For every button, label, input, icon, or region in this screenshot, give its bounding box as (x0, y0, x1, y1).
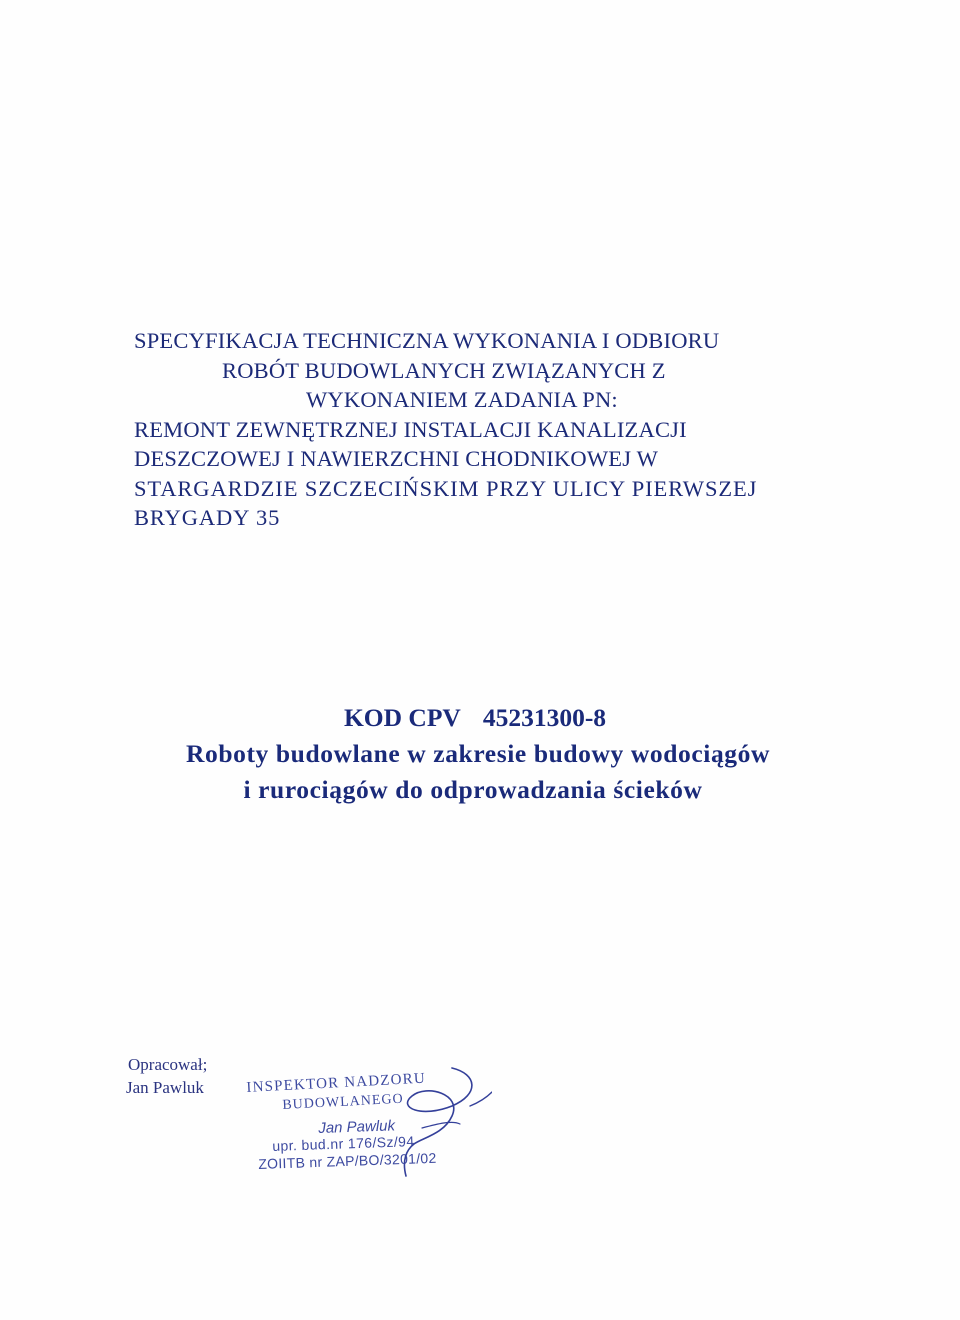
title-line-1: SPECYFIKACJA TECHNICZNA WYKONANIA I ODBIORU (134, 328, 720, 353)
cpv-section (0, 700, 960, 808)
title-line-3: WYKONANIEM ZADANIA PN: (306, 387, 618, 412)
cpv-description-line-1: Roboty budowlane w zakresie budowy wodociągów (185, 739, 771, 768)
title-line-6: STARGARDZIE SZCZECIŃSKIM PRZY ULICY PIERWSZEJ (134, 475, 758, 501)
author-name: Jan Pawluk (126, 1078, 204, 1097)
title-line-2: ROBÓT BUDOWLANYCH ZWIĄZANYCH Z (222, 357, 666, 383)
stamp-line-5: ZOIITB nr ZAP/BO/3201/02 (258, 1149, 437, 1172)
cpv-description-line-2: i rurociągów do odprowadzania ścieków (243, 775, 703, 804)
handwritten-signature (302, 1066, 492, 1186)
author-block (128, 1053, 207, 1099)
cpv-code-line (0, 700, 960, 736)
inspector-stamp (242, 1066, 482, 1176)
stamp-line-2: BUDOWLANEGO (282, 1091, 405, 1113)
author-label: Opracował; (128, 1055, 208, 1074)
cpv-code: 45231300-8 (482, 703, 607, 732)
stamp-line-3: Jan Pawluk (318, 1117, 396, 1137)
title-line-4: REMONT ZEWNĘTRZNEJ INSTALACJI KANALIZACJI (134, 416, 687, 442)
title-line-7: BRYGADY 35 (134, 505, 281, 530)
document-title (132, 326, 852, 533)
cpv-label: KOD CPV (343, 703, 461, 732)
title-line-5: DESZCZOWEJ I NAWIERZCHNI CHODNIKOWEJ W (134, 446, 659, 471)
stamp-line-1: INSPEKTOR NADZORU (246, 1070, 427, 1096)
stamp-line-4: upr. bud.nr 176/Sz/94 (272, 1133, 415, 1154)
